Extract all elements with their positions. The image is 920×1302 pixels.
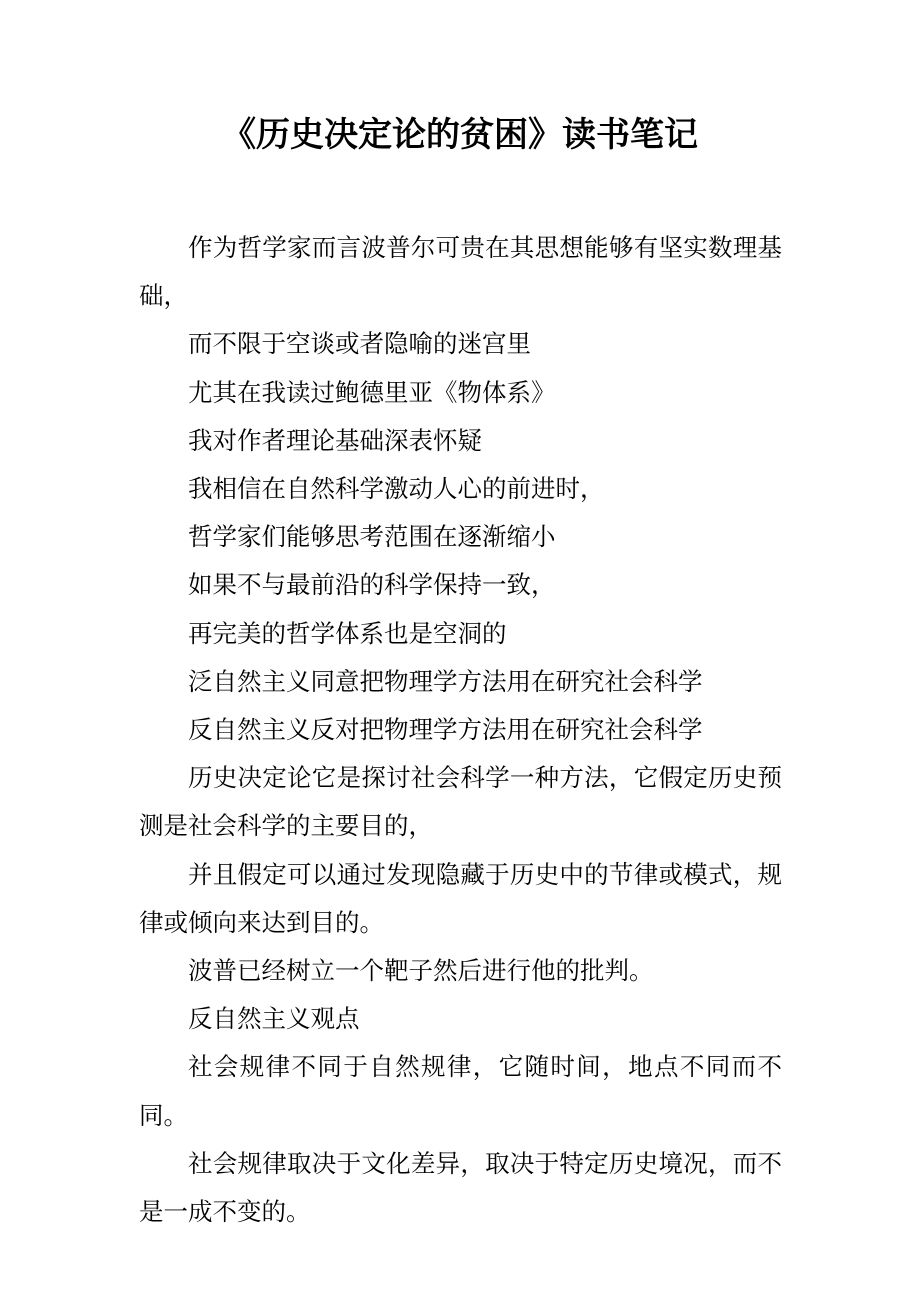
paragraph: 再完美的哲学体系也是空洞的 — [188, 618, 507, 648]
paragraph: 历史决定论它是探讨社会科学一种方法，它假定历史预测是社会科学的主要目的， — [139, 763, 782, 841]
paragraph: 社会规律不同于自然规律，它随时间，地点不同而不同。 — [139, 1052, 782, 1130]
paragraph: 泛自然主义同意把物理学方法用在研究社会科学 — [188, 666, 703, 696]
paragraph: 我对作者理论基础深表怀疑 — [188, 425, 482, 455]
paragraph: 波普已经树立一个靶子然后进行他的批判。 — [188, 956, 654, 986]
paragraph: 反自然主义观点 — [188, 1004, 360, 1034]
paragraph: 而不限于空谈或者隐喻的迷宫里 — [188, 329, 531, 359]
paragraph: 我相信在自然科学激动人心的前进时， — [188, 474, 605, 504]
paragraph: 尤其在我读过鲍德里亚《物体系》 — [188, 377, 556, 407]
document-title: 《历史决定论的贫困》读书笔记 — [222, 115, 698, 155]
paragraph: 作为哲学家而言波普尔可贵在其思想能够有坚实数理基础， — [139, 233, 782, 311]
paragraph: 如果不与最前沿的科学保持一致， — [188, 570, 556, 600]
paragraph: 社会规律取决于文化差异，取决于特定历史境况，而不是一成不变的。 — [139, 1148, 782, 1227]
paragraph: 并且假定可以通过发现隐藏于历史中的节律或模式，规律或倾向来达到目的。 — [139, 859, 782, 937]
paragraph: 哲学家们能够思考范围在逐渐缩小 — [188, 522, 556, 552]
paragraph: 反自然主义反对把物理学方法用在研究社会科学 — [188, 715, 703, 745]
document-body — [139, 224, 782, 1236]
